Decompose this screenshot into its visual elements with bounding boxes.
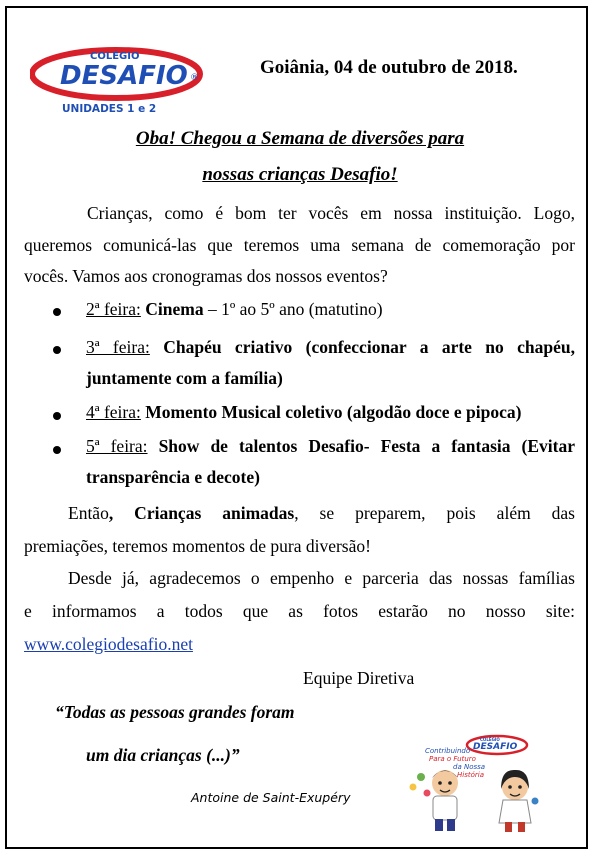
event-details: – 1º ao 5º ano (matutino) [203,299,383,319]
event-name: Cinema [145,299,204,319]
logo-units-text: UNIDADES 1 e 2 [62,103,157,115]
logo-registered: ® [190,73,199,83]
bullet-icon [53,308,61,316]
balloon-icon [532,798,539,805]
balloon-icon [410,784,417,791]
girl-dress [499,800,531,823]
quote-line1: “Todas as pessoas grandes foram [55,702,295,722]
boy-shirt [433,796,457,820]
website-link[interactable]: www.colegiodesafio.net [24,634,193,654]
bullet-icon [53,446,61,454]
headline-line2: nossas crianças Desafio! [202,164,398,185]
intro-line3: vocês. Vamos aos cronogramas dos nossos eventos? [24,266,388,286]
event-name: Momento Musical coletivo (algodão doce e pipoca) [145,402,522,422]
schedule-item-thursday-cont: transparência e decote) [86,467,260,487]
bullet-icon [53,412,61,420]
balloon-icon [417,773,425,781]
schedule-item-wednesday [86,402,575,423]
closing-a-post: , se preparem, pois além das [294,503,575,523]
quote-line2: um dia crianças (...)” [86,745,240,765]
schedule-item-thursday [86,436,575,457]
closing-a-bold: , Crianças animadas [108,503,295,523]
event-name: Chapéu criativo (confeccionar a arte no chapéu, [163,337,575,357]
balloon-icon [424,790,431,797]
day-label: 3ª feira: [86,337,150,357]
slogan-2: Para o Futuro [429,755,476,763]
letter-date: Goiânia, 04 de outubro de 2018. [260,57,518,78]
schedule-item-monday [86,299,575,320]
schedule-item-tuesday-cont: juntamente com a família) [86,368,283,388]
logo-small-text: COLÉGIO [90,51,140,62]
closing-b-line2: e informamos a todos que as fotos estarão no nosso site: [24,601,575,621]
signature: Equipe Diretiva [303,668,415,688]
intro-line2: queremos comunicá-las que teremos uma semana de comemoração por [24,235,575,255]
slogan-4: História [457,771,484,779]
quote-author: Antoine de Saint-Exupéry [191,790,351,805]
logo-brand-text: DESAFIO [60,61,188,91]
website-row [24,634,575,655]
bullet-icon [53,346,61,354]
event-name: Show de talentos Desafio- Festa a fantasia (Evitar [158,436,576,456]
closing-a-pre: Então [68,503,109,523]
headline-line1: Oba! Chegou a Semana de diversões para [135,128,465,149]
kids-illustration [405,733,545,833]
intro-line1: Crianças, como é bom ter vocês em nossa instituição. Logo, [87,203,575,223]
badge-brand: DESAFIO [473,742,518,752]
badge-small-text: COLÉGIO [480,737,500,742]
slogan-1: Contribuindo [425,747,471,755]
day-label: 5ª feira: [86,436,148,456]
day-label: 4ª feira: [86,402,141,422]
schedule-item-tuesday [86,337,575,358]
colegio-desafio-logo [30,42,208,122]
closing-a-line2: premiações, teremos momentos de pura diversão! [24,536,371,556]
closing-a-line1 [68,503,575,524]
slogan-3: da Nossa [453,763,486,771]
closing-b-line1: Desde já, agradecemos o empenho e parceria das nossas famílias [68,568,575,588]
day-label: 2ª feira: [86,299,141,319]
